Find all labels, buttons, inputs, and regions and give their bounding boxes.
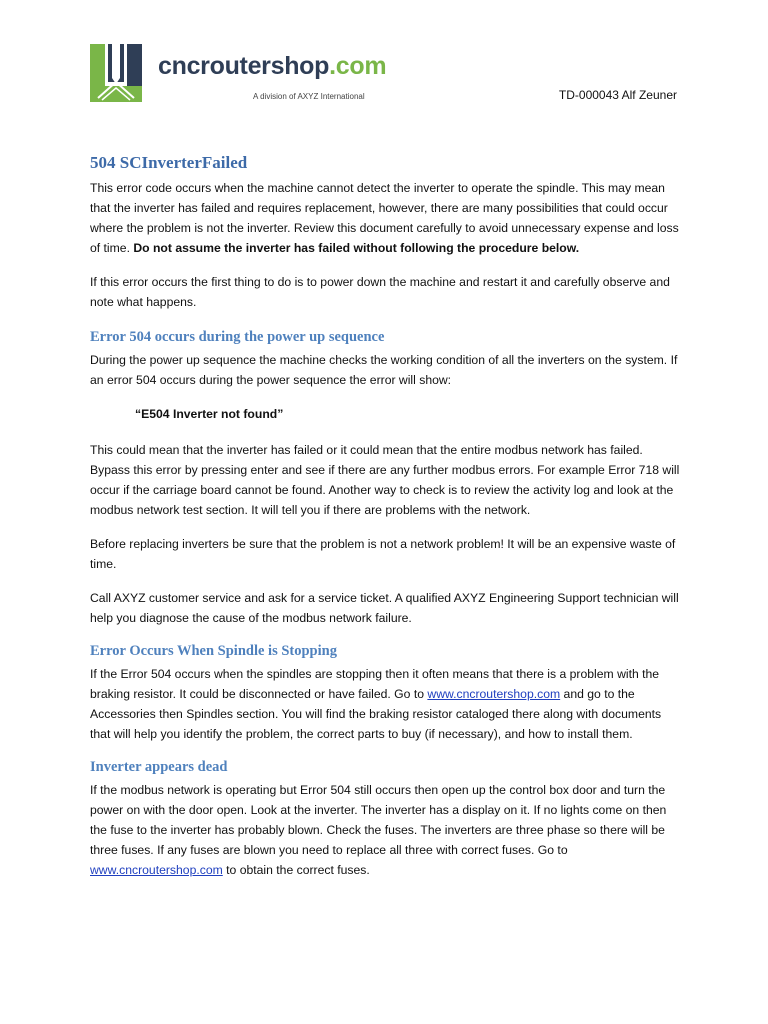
intro-paragraph-2: If this error occurs the first thing to do is to power down the machine and restart it and carefully observe and note what happens. (90, 275, 670, 309)
section-heading-spindle-stopping: Error Occurs When Spindle is Stopping (90, 643, 337, 659)
section1-paragraph-2: This could mean that the inverter has failed or it could mean that the entire modbus network has failed. Bypass this error by pressing enter and see if there are any further modbus errors. For example Error 718 will occur if the carriage board cannot be found. Another way to check is to review the activity log and look at the modbus network test section. It will tell you if there are problems with the network. (90, 443, 680, 517)
cncroutershop-link-2[interactable]: www.cncroutershop.com (90, 863, 223, 877)
section-heading-inverter-dead: Inverter appears dead (90, 759, 228, 775)
logo-wordmark: cncroutershop.com (158, 52, 387, 80)
cncroutershop-link[interactable]: www.cncroutershop.com (427, 687, 561, 701)
document-body (90, 153, 680, 891)
intro-warning: Do not assume the inverter has failed without following the procedure below. (133, 241, 580, 255)
section3-paragraph: If the modbus network is operating but Error 504 still occurs then open up the control box door and turn the power on with the door open. Look at the inverter. The inverter has a display on it. If no lights come on then the fuse to the inverter has probably blown. Check the fuses. The inverters are three phase so there will be three fuses. If any fuses are blown you need to replace all three with correct fuses. Go to www.cncroutershop.com to obtain the correct fuses. (90, 783, 667, 877)
document-id: TD-000043 Alf Zeuner (558, 88, 677, 102)
intro-paragraph: This error code occurs when the machine cannot detect the inverter to operate the spindle. This may mean that the inverter has failed and requires replacement, however, there are many possibilities that could occur where the problem is not the inverter. Review this document carefully to avoid unnecessary expense and loss of time. Do not assume the inverter has failed without following the procedure below. (90, 181, 679, 255)
page-title: 504 SCInverterFailed (90, 153, 248, 172)
logo-subtitle: A division of AXYZ International (253, 92, 365, 101)
section1-paragraph-3: Before replacing inverters be sure that the problem is not a network problem! It will be an expensive waste of time. (90, 537, 676, 571)
error-quote: “E504 Inverter not found” (135, 407, 284, 421)
logo-mark-icon (90, 44, 142, 102)
logo (90, 44, 390, 104)
section1-paragraph-1: During the power up sequence the machine checks the working condition of all the inverters on the system. If an error 504 occurs during the power sequence the error will show: (90, 353, 678, 387)
section2-paragraph: If the Error 504 occurs when the spindles are stopping then it often means that there is a problem with the braking resistor. It could be disconnected or have failed. Go to www.cncroutershop.com and go to the Accessories then Spindles section. You will find the braking resistor cataloged there along with documents that will help you identify the problem, the correct parts to buy (if necessary), and how to install them. (90, 667, 662, 741)
section1-paragraph-4: Call AXYZ customer service and ask for a service ticket. A qualified AXYZ Engineering Support technician will help you diagnose the cause of the modbus network failure. (90, 591, 679, 625)
section-heading-power-up: Error 504 occurs during the power up sequence (90, 329, 385, 345)
